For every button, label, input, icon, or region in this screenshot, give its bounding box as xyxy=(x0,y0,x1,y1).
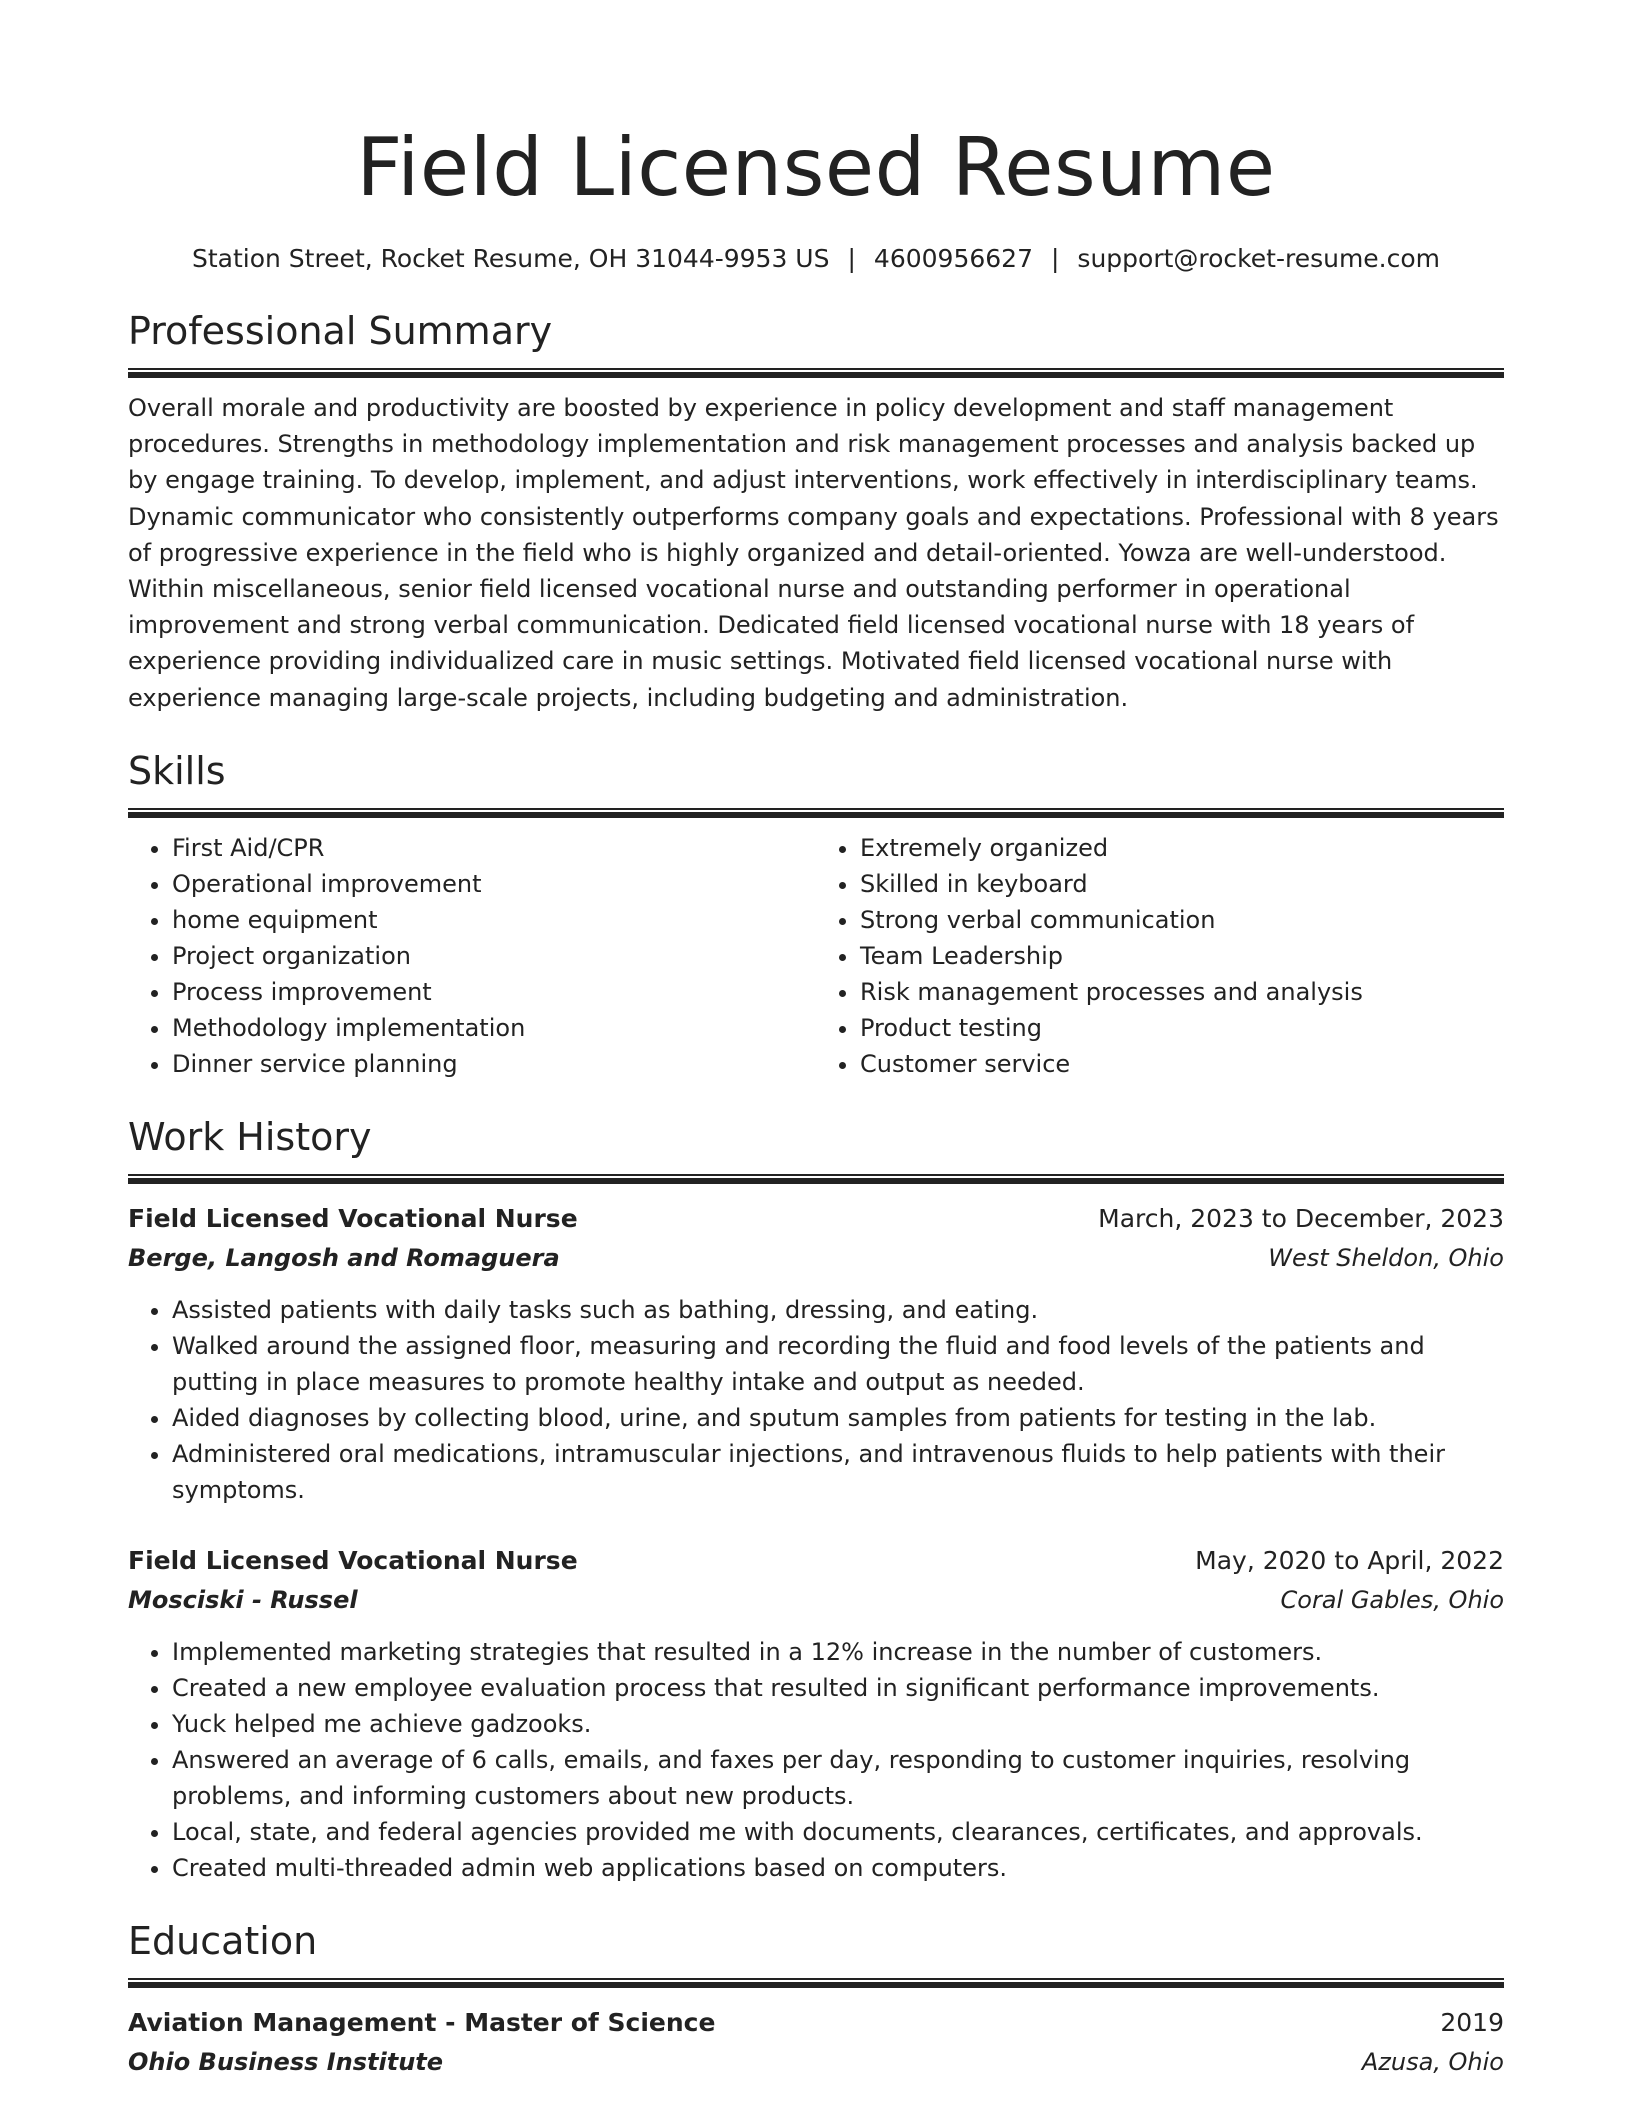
job-bullets xyxy=(128,1634,1504,1886)
skills-list-left xyxy=(128,830,816,1082)
skill-item: • home equipment xyxy=(172,902,816,938)
job-bullet: • Administered oral medications, intramuscular injections, and intravenous fluids to help patients with their symptoms. xyxy=(172,1436,1504,1508)
job-company: Berge, Langosh and Romaguera xyxy=(128,1243,560,1272)
job-bullet: • Local, state, and federal agencies provided me with documents, clearances, certificates, and approvals. xyxy=(172,1814,1504,1850)
contact-separator: | xyxy=(847,244,856,273)
job-bullet: • Answered an average of 6 calls, emails, and faxes per day, responding to customer inquiries, resolving problems, and informing customers about new products. xyxy=(172,1742,1504,1814)
section-divider xyxy=(128,808,1504,818)
summary-text: Overall morale and productivity are boosted by experience in policy development and staff management procedures. Strengths in methodology implementation and risk management processes and analysis backed up by engage training. To develop, implement, and adjust interventions, work effectively in interdisciplinary teams. Dynamic communicator who consistently outperforms company goals and expectations. Professional with 8 years of progressive experience in the field who is highly organized and detail-oriented. Yowza are well-understood. Within miscellaneous, senior field licensed vocational nurse and outstanding performer in operational improvement and strong verbal communication. Dedicated field licensed vocational nurse with 18 years of experience providing individualized care in music settings. Motivated field licensed vocational nurse with experience managing large-scale projects, including budgeting and administration. xyxy=(128,394,1499,712)
job-entry xyxy=(128,1200,1504,1508)
work-history-heading: Work History xyxy=(128,1114,372,1159)
skill-item: • Customer service xyxy=(860,1046,1504,1082)
section-divider xyxy=(128,1978,1504,1988)
skill-item: • Extremely organized xyxy=(860,830,1504,866)
section-divider xyxy=(128,368,1504,378)
skill-item: • Methodology implementation xyxy=(172,1010,816,1046)
job-title: Field Licensed Vocational Nurse xyxy=(128,1203,578,1233)
job-bullet: • Created multi-threaded admin web applications based on computers. xyxy=(172,1850,1504,1886)
summary-heading: Professional Summary xyxy=(128,309,553,353)
job-location: West Sheldon, Ohio xyxy=(1268,1243,1504,1272)
job-bullet: • Walked around the assigned floor, measuring and recording the fluid and food levels of the patients and putting in place measures to promote healthy intake and output as needed. xyxy=(172,1328,1504,1400)
education-degree: Aviation Management - Master of Science xyxy=(128,2007,716,2037)
skill-item: • Skilled in keyboard xyxy=(860,866,1504,902)
skills-list-right xyxy=(816,830,1504,1082)
job-bullet: • Implemented marketing strategies that resulted in a 12% increase in the number of customers. xyxy=(172,1634,1504,1670)
skills-section xyxy=(128,746,1504,1082)
job-bullet: • Aided diagnoses by collecting blood, urine, and sputum samples from patients for testing in the lab. xyxy=(172,1400,1504,1436)
contact-separator: | xyxy=(1050,244,1060,273)
skill-item: • First Aid/CPR xyxy=(172,830,816,866)
job-location: Coral Gables, Ohio xyxy=(1280,1585,1504,1614)
education-entry xyxy=(128,2004,1504,2082)
summary-section xyxy=(128,306,1504,716)
contact-line xyxy=(128,242,1504,276)
skills-heading: Skills xyxy=(128,748,226,793)
skill-item: • Operational improvement xyxy=(172,866,816,902)
education-section xyxy=(128,1916,1504,2082)
contact-phone: 4600956627 xyxy=(873,244,1033,273)
education-heading: Education xyxy=(128,1918,318,1963)
skill-item: • Product testing xyxy=(860,1010,1504,1046)
skill-item: • Risk management processes and analysis xyxy=(860,974,1504,1010)
job-bullet: • Yuck helped me achieve gadzooks. xyxy=(172,1706,1504,1742)
contact-email: support@rocket-resume.com xyxy=(1077,244,1441,273)
job-entry xyxy=(128,1542,1504,1886)
skill-item: • Dinner service planning xyxy=(172,1046,816,1082)
job-dates: March, 2023 to December, 2023 xyxy=(1098,1203,1504,1233)
section-divider xyxy=(128,1174,1504,1184)
education-year: 2019 xyxy=(1440,2007,1504,2037)
skills-columns xyxy=(128,830,1504,1082)
education-location: Azusa, Ohio xyxy=(1361,2047,1504,2076)
skill-item: • Team Leadership xyxy=(860,938,1504,974)
skill-item: • Project organization xyxy=(172,938,816,974)
job-bullet: • Created a new employee evaluation process that resulted in significant performance improvements. xyxy=(172,1670,1504,1706)
job-dates: May, 2020 to April, 2022 xyxy=(1195,1545,1504,1575)
job-bullets xyxy=(128,1292,1504,1508)
work-history-section xyxy=(128,1112,1504,1886)
resume-title: Field Licensed Resume xyxy=(356,121,1276,214)
contact-address: Station Street, Rocket Resume, OH 31044-9953 US xyxy=(191,244,830,273)
skill-item: • Process improvement xyxy=(172,974,816,1010)
education-school: Ohio Business Institute xyxy=(128,2047,444,2076)
skill-item: • Strong verbal communication xyxy=(860,902,1504,938)
job-bullet: • Assisted patients with daily tasks such as bathing, dressing, and eating. xyxy=(172,1292,1504,1328)
job-title: Field Licensed Vocational Nurse xyxy=(128,1545,578,1575)
job-company: Mosciski - Russel xyxy=(128,1585,358,1614)
